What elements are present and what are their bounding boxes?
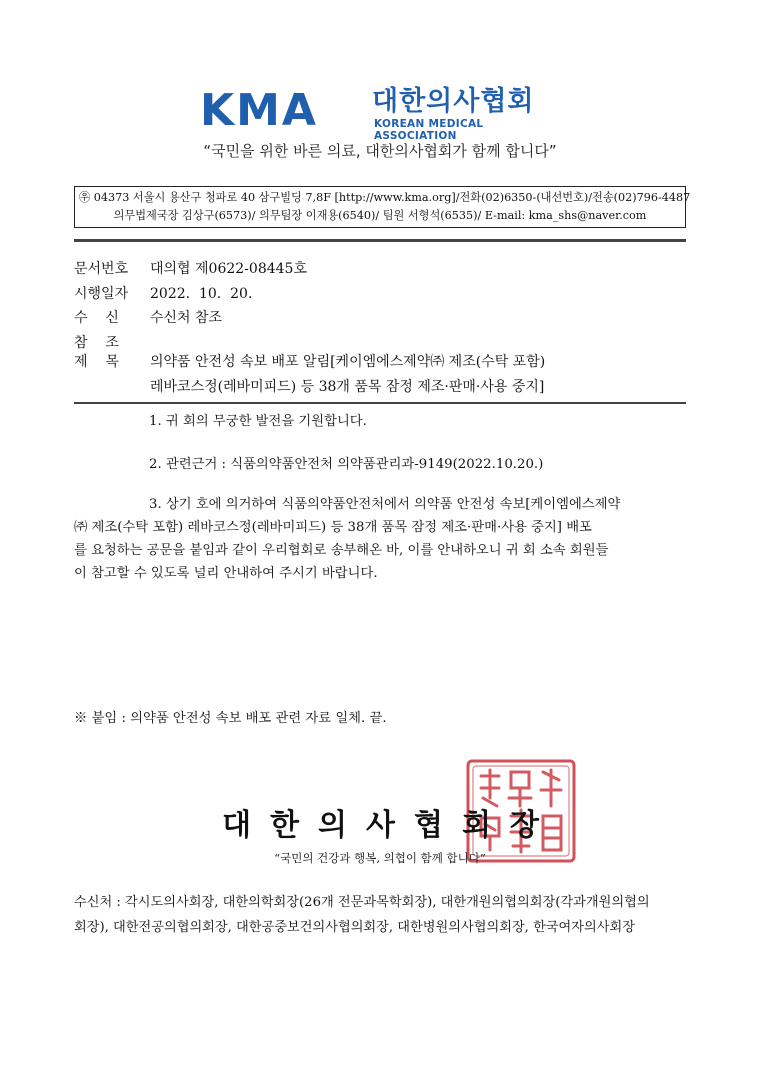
subject-divider: [74, 402, 686, 404]
header-slogan: “국민을 위한 바른 의료, 대한의사협회가 함께 합니다”: [203, 142, 557, 160]
paragraph-2: 2. 관련근거 : 식품의약품안전처 의약품관리과-9149(2022.10.20.): [149, 457, 544, 472]
recipient-label: 수 신: [74, 310, 119, 326]
recipient-value: 수신처 참조: [150, 310, 223, 326]
subject-line-1: 의약품 안전성 속보 배포 알림[케이엠에스제약㈜ 제조(수탁 포함): [150, 354, 546, 370]
paragraph-3-line-1: 3. 상기 호에 의거하여 식품의약품안전처에서 의약품 안전성 속보[케이엠에스제약: [149, 497, 621, 512]
signature-motto: “국민의 건강과 행복, 의협이 함께 합니다”: [274, 851, 486, 865]
kma-logo: [200, 85, 570, 142]
contact-box: [74, 186, 691, 228]
paragraph-3-line-3: 를 요청하는 공문을 붙임과 같이 우리협회로 송부해온 바, 이를 안내하오니 귀 회 소속 회원들: [74, 543, 609, 558]
subject-line-2: 레바코스정(레바미피드) 등 38개 품목 잠정 제조·판매·사용 중지]: [150, 379, 545, 395]
doc-number-value: 대의협 제0622-08445호: [150, 261, 307, 277]
date-label: 시행일자: [74, 286, 129, 302]
attachment-note: ※ 붙임 : 의약품 안전성 속보 배포 관련 자료 일체. 끝.: [74, 711, 387, 726]
header-divider: [74, 239, 686, 242]
org-name-korean: 대한의사협회: [372, 86, 535, 117]
paragraph-1: 1. 귀 회의 무궁한 발전을 기원합니다.: [149, 414, 367, 429]
doc-number-label: 문서번호: [74, 261, 129, 277]
date-row: [74, 283, 252, 303]
subject-row: [74, 351, 545, 371]
contact-line-staff: 의무법제국장 김상구(6573)/ 의무팀장 이재용(6540)/ 팀원 서형석(6535)/ E-mail: kma_shs@naver.com: [113, 209, 647, 222]
reference-label: 참 조: [74, 335, 119, 351]
signatory-title: 대한의사협회장: [222, 808, 558, 843]
contact-line-address: ㉾ 04373 서울시 용산구 청파로 40 삼구빌딩 7,8F [http://www.kma.org]/전화(02)6350-(내선번호)/전송(02)796-4487: [79, 191, 691, 204]
reference-row: [74, 332, 150, 352]
recipients-line-2: 회장), 대한전공의협의회장, 대한공중보건의사협의회장, 대한병원의사협의회장, 한국여자의사회장: [74, 920, 635, 935]
recipient-row: [74, 307, 222, 327]
paragraph-3-line-2: ㈜ 제조(수탁 포함) 레바코스정(레바미피드) 등 38개 품목 잠정 제조·판매·사용 중지] 배포: [74, 520, 592, 535]
paragraph-3-line-4: 이 참고할 수 있도록 널리 안내하여 주시기 바랍니다.: [74, 566, 378, 581]
doc-number-row: [74, 258, 307, 278]
subject-label: 제 목: [74, 354, 119, 370]
org-name-english: KOREAN MEDICAL ASSOCIATION: [374, 118, 484, 142]
recipients-line-1: 수신처 : 각시도의사회장, 대한의학회장(26개 전문과목학회장), 대한개원의협의회장(각과개원의협의: [74, 895, 650, 910]
date-value: 2022. 10. 20.: [150, 286, 253, 302]
kma-logo-letters: KMA: [200, 85, 318, 136]
